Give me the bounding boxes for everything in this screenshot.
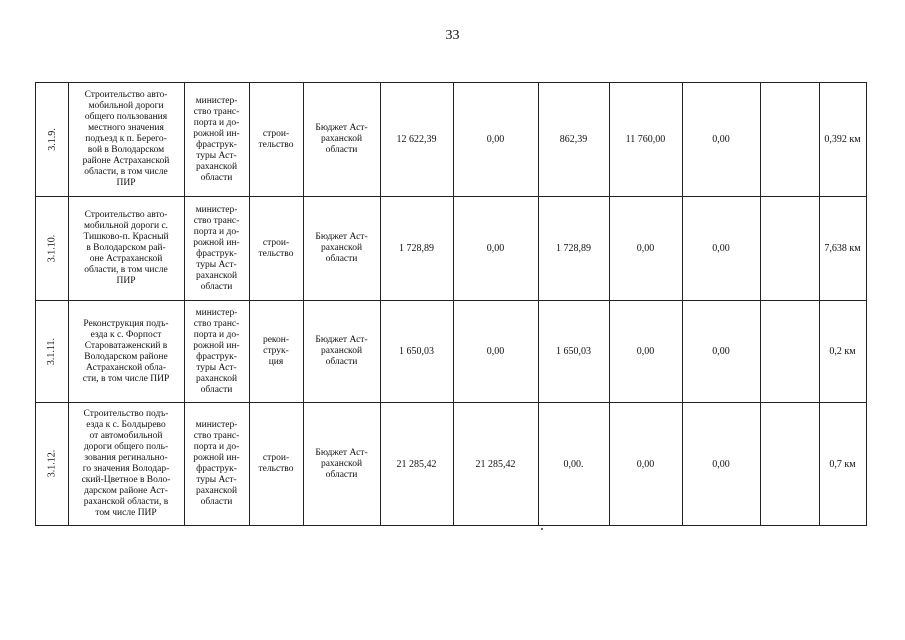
table-row — [36, 403, 867, 526]
total-amount-cell: 1 650,03 — [380, 301, 453, 403]
project-name-cell: Строительство авто- мобильной дороги общего пользования местного значения подъезд к п. Берего- вой в Володарском районе Астраханской области, в том числе ПИР — [68, 83, 184, 197]
work-type-cell: рекон- струк- ция — [249, 301, 303, 403]
year-2-amount-cell: 1 728,89 — [538, 197, 609, 301]
project-name-cell: Реконструкция подъ- езда к с. Форпост Староватаженский в Володарском районе Астраханской обла- сти, в том числе ПИР — [68, 301, 184, 403]
year-1-amount-cell: 0,00 — [453, 83, 538, 197]
funding-source-cell: Бюджет Аст- раханской области — [303, 301, 380, 403]
year-4-amount-cell: 0,00 — [682, 403, 760, 526]
scan-speck — [541, 528, 543, 530]
year-5-amount-cell — [760, 301, 819, 403]
length-km-cell: 0,2 км — [819, 301, 866, 403]
length-km-cell: 7,638 км — [819, 197, 866, 301]
table-row — [36, 83, 867, 197]
year-1-amount-cell: 0,00 — [453, 301, 538, 403]
year-3-amount-cell: 0,00 — [609, 403, 682, 526]
row-number-label: 3.1.9. — [46, 127, 58, 151]
year-4-amount-cell: 0,00 — [682, 197, 760, 301]
project-name-cell: Строительство подъ- езда к с. Болдырево от автомобильной дороги общего поль- зования регинально- го значения Володар- ский-Цветное в Воло- дарском районе Аст- раханской области, в том числе ПИР — [68, 403, 184, 526]
year-3-amount-cell: 11 760,00 — [609, 83, 682, 197]
year-3-amount-cell: 0,00 — [609, 197, 682, 301]
year-5-amount-cell — [760, 403, 819, 526]
year-5-amount-cell — [760, 197, 819, 301]
year-2-amount-cell: 0,00. — [538, 403, 609, 526]
year-1-amount-cell: 0,00 — [453, 197, 538, 301]
length-km-cell: 0,392 км — [819, 83, 866, 197]
executor-cell: министер- ство транс- порта и до- рожной ин- фраструк- туры Аст- раханской области — [184, 197, 249, 301]
funding-source-cell: Бюджет Аст- раханской области — [303, 83, 380, 197]
funding-source-cell: Бюджет Аст- раханской области — [303, 197, 380, 301]
work-type-cell: строи- тельство — [249, 197, 303, 301]
executor-cell: министер- ство транс- порта и до- рожной ин- фраструк- туры Аст- раханской области — [184, 403, 249, 526]
row-number-label: 3.1.11. — [46, 337, 58, 365]
row-number-cell — [36, 83, 69, 197]
year-2-amount-cell: 862,39 — [538, 83, 609, 197]
row-number-label: 3.1.12. — [46, 449, 58, 478]
year-3-amount-cell: 0,00 — [609, 301, 682, 403]
year-5-amount-cell — [760, 83, 819, 197]
funding-source-cell: Бюджет Аст- раханской области — [303, 403, 380, 526]
total-amount-cell: 21 285,42 — [380, 403, 453, 526]
row-number-cell — [36, 403, 69, 526]
total-amount-cell: 12 622,39 — [380, 83, 453, 197]
project-name-cell: Строительство авто- мобильной дороги с. Тишково-п. Красный в Володарском рай- оне Астраханской области, в том числе ПИР — [68, 197, 184, 301]
year-4-amount-cell: 0,00 — [682, 301, 760, 403]
row-number-label: 3.1.10. — [46, 234, 58, 262]
total-amount-cell: 1 728,89 — [380, 197, 453, 301]
row-number-cell — [36, 301, 69, 403]
table-row — [36, 197, 867, 301]
page-number: 33 — [445, 28, 460, 43]
year-1-amount-cell: 21 285,42 — [453, 403, 538, 526]
table-row — [36, 301, 867, 403]
year-2-amount-cell: 1 650,03 — [538, 301, 609, 403]
executor-cell: министер- ство транс- порта и до- рожной ин- фраструк- туры Аст- раханской области — [184, 301, 249, 403]
executor-cell: министер- ство транс- порта и до- рожной ин- фраструк- туры Аст- раханской области — [184, 83, 249, 197]
length-km-cell: 0,7 км — [819, 403, 866, 526]
program-table — [35, 82, 867, 526]
year-4-amount-cell: 0,00 — [682, 83, 760, 197]
work-type-cell: строи- тельство — [249, 403, 303, 526]
work-type-cell: строи- тельство — [249, 83, 303, 197]
row-number-cell — [36, 197, 69, 301]
